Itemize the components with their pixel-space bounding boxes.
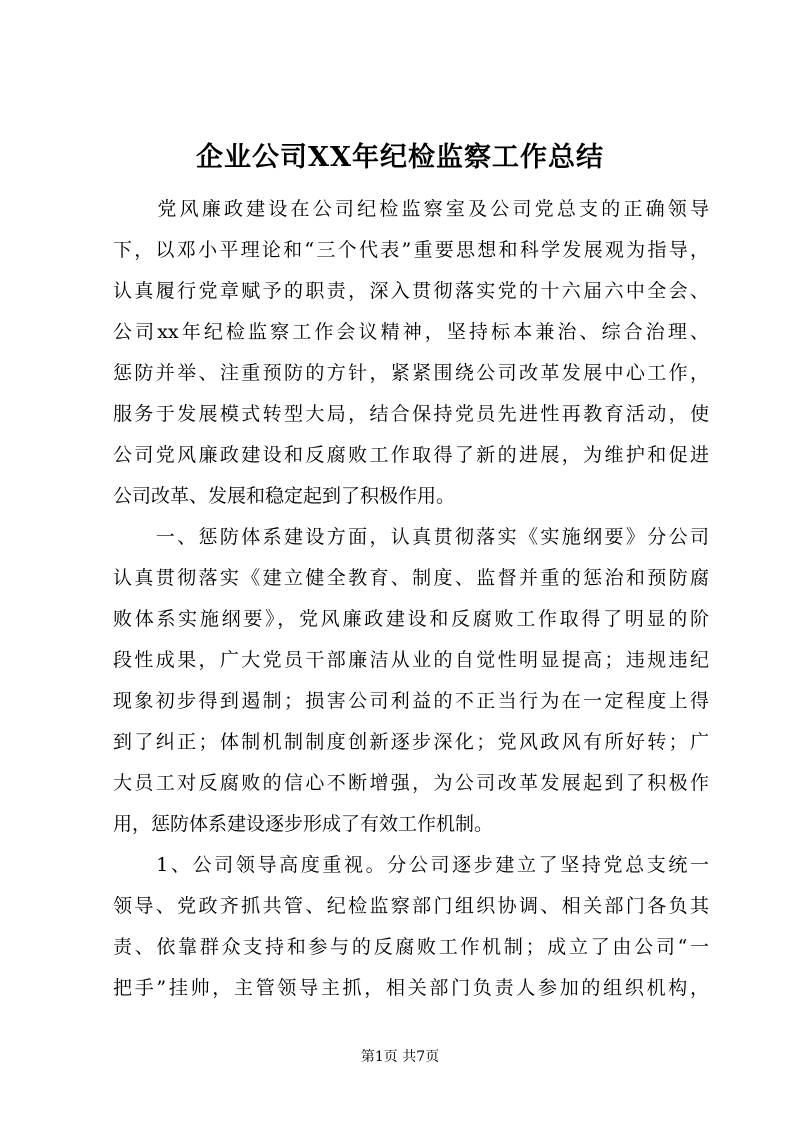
body-line: 下，以邓小平理论和“三个代表”重要思想和科学发展观为指导， bbox=[113, 239, 709, 261]
body-line: 认真履行党章赋予的职责，深入贯彻落实党的十六届六中全会、 bbox=[113, 280, 709, 302]
body-line: 公司党风廉政建设和反腐败工作取得了新的进展，为维护和促进 bbox=[113, 444, 709, 466]
body-line: 1、公司领导高度重视。分公司逐步建立了坚持党总支统一 bbox=[113, 854, 709, 876]
page-number-footer: 第1页 共7页 bbox=[360, 1049, 440, 1065]
body-line: 用，惩防体系建设逐步形成了有效工作机制。 bbox=[113, 813, 494, 835]
body-line: 公司改革、发展和稳定起到了积极作用。 bbox=[113, 485, 456, 507]
body-line: 败体系实施纲要》，党风廉政建设和反腐败工作取得了明显的阶 bbox=[113, 608, 709, 630]
body-line: 党风廉政建设在公司纪检监察室及公司党总支的正确领导 bbox=[113, 198, 709, 220]
body-line: 现象初步得到遏制；损害公司利益的不正当行为在一定程度上得 bbox=[113, 690, 709, 712]
body-line: 一、惩防体系建设方面，认真贯彻落实《实施纲要》分公司 bbox=[113, 526, 709, 548]
body-line: 把手”挂帅，主管领导主抓，相关部门负责人参加的组织机构， bbox=[113, 977, 709, 999]
body-line: 到了纠正；体制机制制度创新逐步深化；党风政风有所好转；广 bbox=[113, 731, 709, 753]
body-line: 认真贯彻落实《建立健全教育、制度、监督并重的惩治和预防腐 bbox=[113, 567, 709, 589]
body-line: 领导、党政齐抓共管、纪检监察部门组织协调、相关部门各负其 bbox=[113, 895, 709, 917]
body-line: 公司xx年纪检监察工作会议精神，坚持标本兼治、综合治理、 bbox=[113, 321, 709, 343]
body-line: 大员工对反腐败的信心不断增强，为公司改革发展起到了积极作 bbox=[113, 772, 709, 794]
body-line: 责、依靠群众支持和参与的反腐败工作机制；成立了由公司“一 bbox=[113, 936, 709, 958]
body-line: 服务于发展模式转型大局，结合保持党员先进性再教育活动，使 bbox=[113, 403, 709, 425]
body-line: 段性成果，广大党员干部廉洁从业的自觉性明显提高；违规违纪 bbox=[113, 649, 709, 671]
body-line: 惩防并举、注重预防的方针，紧紧围绕公司改革发展中心工作， bbox=[113, 362, 709, 384]
document-title: 企业公司XX年纪检监察工作总结 bbox=[196, 142, 604, 173]
